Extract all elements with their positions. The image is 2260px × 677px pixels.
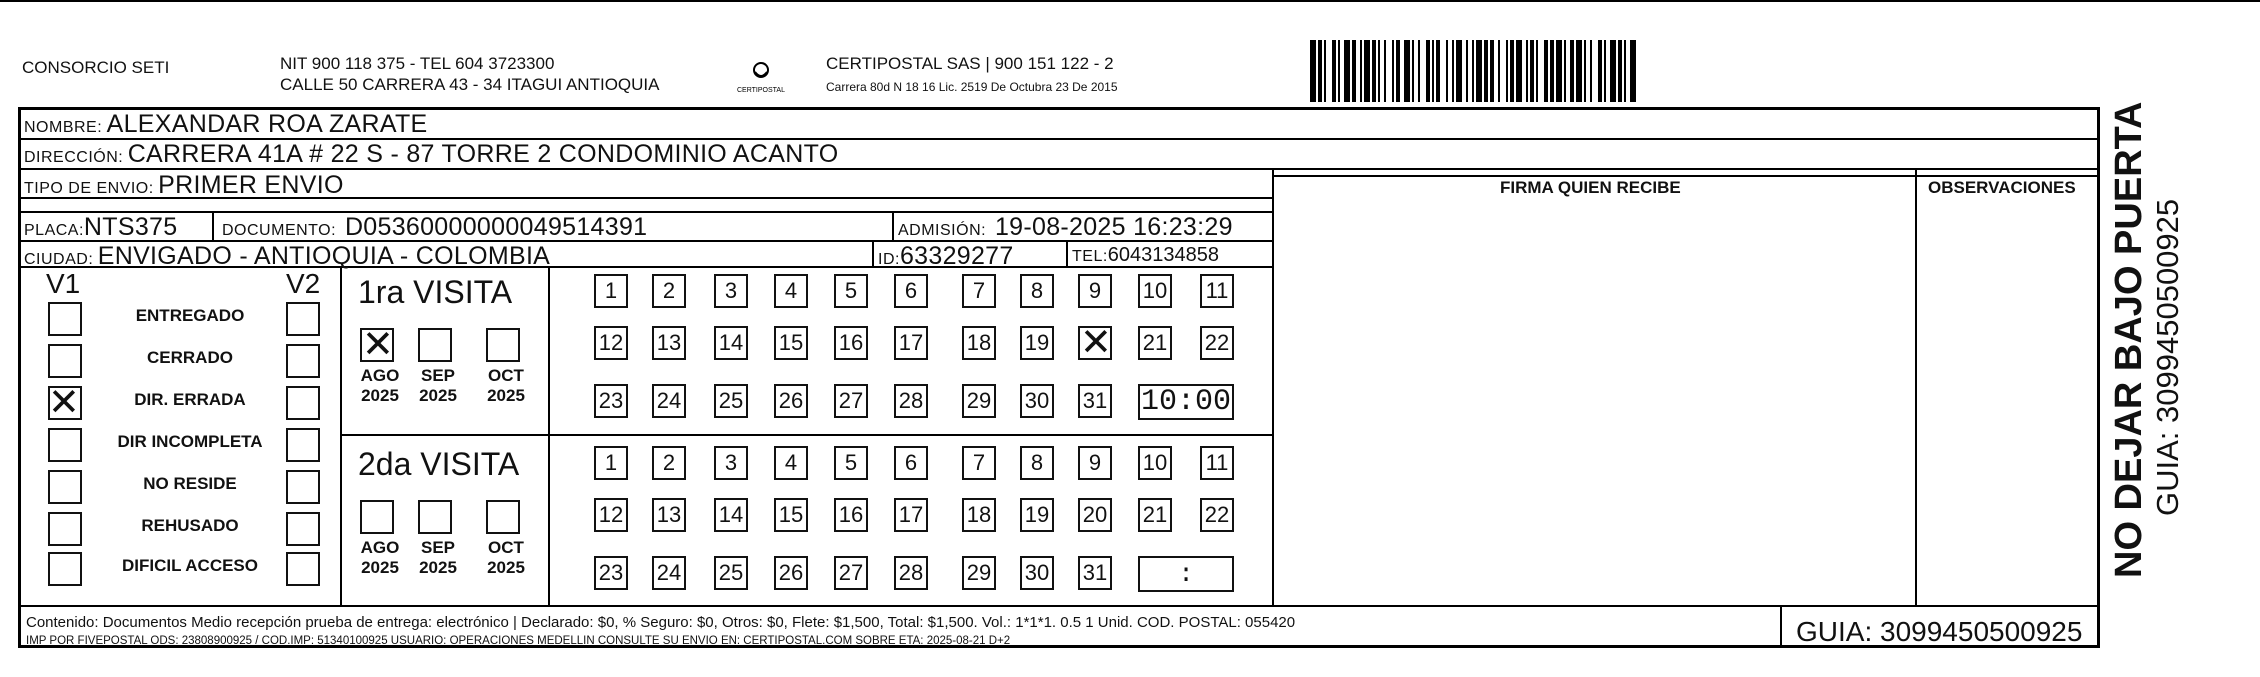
day-box: 13 bbox=[652, 326, 686, 360]
time-box: 10:00 bbox=[1138, 384, 1234, 420]
day-box: 27 bbox=[834, 556, 868, 590]
plate-value: NTS375 bbox=[83, 213, 178, 241]
month-label: AGO bbox=[360, 366, 400, 385]
v1-label: V1 bbox=[46, 268, 81, 299]
tel-value: 6043134858 bbox=[1107, 244, 1220, 266]
document-label: DOCUMENTO: bbox=[222, 222, 337, 239]
name-label: NOMBRE: bbox=[24, 119, 103, 136]
v2-checkbox bbox=[286, 470, 320, 504]
month-label: SEP bbox=[420, 366, 456, 385]
v1-checkbox bbox=[48, 552, 82, 586]
month-label: SEP bbox=[420, 538, 456, 557]
day-box: 5 bbox=[834, 274, 868, 308]
admission-value: 19-08-2025 16:23:29 bbox=[994, 213, 1233, 241]
month-year: 2025 bbox=[419, 386, 457, 405]
day-check-mark: ✕ bbox=[1080, 322, 1112, 364]
shipping-type-label: TIPO DE ENVIO: bbox=[24, 180, 154, 197]
v1-checkbox bbox=[48, 512, 82, 546]
day-box: 22 bbox=[1200, 498, 1234, 532]
print-line: IMP POR FIVEPOSTAL ODS: 23808900925 / COD.IMP: 51340100925 USUARIO: OPERACIONES MEDELLIN CONSULTE SU ENVIO EN: CERTIPOSTAL.COM SOBRE ETA: 2025-08-21 D+2 bbox=[26, 635, 1011, 647]
barcode-bar bbox=[1636, 40, 1638, 102]
plate-row bbox=[24, 213, 177, 242]
month-checkbox bbox=[360, 500, 394, 534]
month-label: AGO bbox=[360, 538, 400, 557]
day-box: 4 bbox=[774, 274, 808, 308]
day-box: 7 bbox=[962, 446, 996, 480]
grid-line bbox=[1066, 240, 1068, 267]
day-box: 22 bbox=[1200, 326, 1234, 360]
day-box: 7 bbox=[962, 274, 996, 308]
v2-checkbox bbox=[286, 428, 320, 462]
document-value: D05360000000049514391 bbox=[344, 213, 648, 241]
grid-line bbox=[1780, 605, 1782, 646]
month-checkbox bbox=[486, 328, 520, 362]
footer-guia: GUIA: 3099450500925 bbox=[1796, 616, 2083, 647]
address-line: CALLE 50 CARRERA 43 - 34 ITAGUI ANTIOQUIA bbox=[280, 75, 660, 94]
day-box: 1 bbox=[594, 274, 628, 308]
v1-check-mark: ✕ bbox=[48, 382, 80, 424]
day-box: 13 bbox=[652, 498, 686, 532]
day-box: 16 bbox=[834, 498, 868, 532]
grid-line bbox=[892, 211, 894, 241]
side-notice-text: NO DEJAR BAJO PUERTA bbox=[2108, 101, 2150, 578]
nit-line: NIT 900 118 375 - TEL 604 3723300 bbox=[280, 54, 555, 73]
v2-label: V2 bbox=[286, 268, 321, 299]
logo-icon bbox=[735, 60, 787, 96]
day-box: 8 bbox=[1020, 446, 1054, 480]
day-box: 11 bbox=[1200, 446, 1234, 480]
day-box: 26 bbox=[774, 556, 808, 590]
grid-line bbox=[1272, 169, 1274, 606]
name-row bbox=[24, 110, 428, 139]
visit1-title: 1ra VISITA bbox=[358, 274, 513, 310]
day-box: 15 bbox=[774, 326, 808, 360]
shipping-type-row bbox=[24, 171, 344, 200]
month-year: 2025 bbox=[487, 386, 525, 405]
admission-label: ADMISIÓN: bbox=[898, 222, 987, 239]
v1-checkbox bbox=[48, 302, 82, 336]
grid-line bbox=[340, 267, 342, 606]
tel-label: TEL: bbox=[1072, 248, 1108, 265]
day-box: 11 bbox=[1200, 274, 1234, 308]
status-option-label: REHUSADO bbox=[141, 516, 239, 535]
day-box: 2 bbox=[652, 274, 686, 308]
barcode bbox=[1310, 40, 1900, 102]
day-box: 15 bbox=[774, 498, 808, 532]
day-box: 30 bbox=[1020, 384, 1054, 418]
address-label: DIRECCIÓN: bbox=[24, 149, 124, 166]
day-box: 19 bbox=[1020, 326, 1054, 360]
carrier-license: Carrera 80d N 18 16 Lic. 2519 De Octubra 23 De 2015 bbox=[826, 80, 1118, 94]
day-box: 29 bbox=[962, 384, 996, 418]
day-box: 2 bbox=[652, 446, 686, 480]
status-option-label: DIFICIL ACCESO bbox=[121, 556, 258, 575]
day-box: 12 bbox=[594, 326, 628, 360]
day-box: 23 bbox=[594, 556, 628, 590]
day-box: 16 bbox=[834, 326, 868, 360]
month-checkbox bbox=[486, 500, 520, 534]
day-box: 26 bbox=[774, 384, 808, 418]
city-row bbox=[24, 242, 550, 271]
day-box: 18 bbox=[962, 498, 996, 532]
v2-checkbox bbox=[286, 552, 320, 586]
grid-line bbox=[340, 434, 1273, 436]
side-guia-text: GUIA: 3099450500925 bbox=[2150, 198, 2185, 516]
day-box: 23 bbox=[594, 384, 628, 418]
grid-line bbox=[1272, 175, 2098, 177]
document-row bbox=[222, 213, 647, 242]
month-year: 2025 bbox=[419, 558, 457, 577]
day-box: 28 bbox=[894, 384, 928, 418]
grid-line bbox=[212, 211, 214, 241]
status-option-label: DIR INCOMPLETA bbox=[117, 432, 263, 451]
day-box: 29 bbox=[962, 556, 996, 590]
city-label: CIUDAD: bbox=[24, 251, 94, 268]
day-box: 21 bbox=[1138, 498, 1172, 532]
day-box: 12 bbox=[594, 498, 628, 532]
grid-line bbox=[18, 605, 2098, 607]
month-checkbox bbox=[418, 500, 452, 534]
id-label: ID: bbox=[878, 251, 900, 268]
day-box: 10 bbox=[1138, 274, 1172, 308]
day-box: 21 bbox=[1138, 326, 1172, 360]
day-box: 14 bbox=[714, 326, 748, 360]
day-box: 31 bbox=[1078, 384, 1112, 418]
top-border bbox=[0, 0, 2260, 2]
month-year: 2025 bbox=[487, 558, 525, 577]
day-box: 5 bbox=[834, 446, 868, 480]
month-checkbox bbox=[418, 328, 452, 362]
day-box: 3 bbox=[714, 274, 748, 308]
day-box: 6 bbox=[894, 446, 928, 480]
grid-line bbox=[2097, 107, 2100, 648]
day-box: 25 bbox=[714, 556, 748, 590]
carrier-line: CERTIPOSTAL SAS | 900 151 122 - 2 bbox=[826, 54, 1114, 73]
grid-line bbox=[1915, 169, 1917, 606]
certipostal-logo bbox=[735, 60, 787, 96]
grid-line bbox=[872, 240, 874, 267]
day-box: 18 bbox=[962, 326, 996, 360]
day-box: 17 bbox=[894, 498, 928, 532]
id-row bbox=[878, 242, 1014, 271]
status-option-label: DIR. ERRADA bbox=[134, 390, 246, 409]
admission-row bbox=[898, 213, 1233, 242]
city-value: ENVIGADO - ANTIOQUIA - COLOMBIA bbox=[97, 242, 551, 270]
day-box: 30 bbox=[1020, 556, 1054, 590]
name-value: ALEXANDAR ROA ZARATE bbox=[106, 110, 428, 138]
month-year: 2025 bbox=[361, 386, 399, 405]
day-box: 28 bbox=[894, 556, 928, 590]
svg-text:CERTIPOSTAL: CERTIPOSTAL bbox=[737, 87, 785, 94]
status-option-label: NO RESIDE bbox=[143, 474, 237, 493]
day-box: 24 bbox=[652, 556, 686, 590]
address-row bbox=[24, 140, 838, 169]
tel-row bbox=[1072, 244, 1219, 267]
v1-checkbox bbox=[48, 428, 82, 462]
day-box: 1 bbox=[594, 446, 628, 480]
grid-line bbox=[548, 267, 550, 606]
day-box: 24 bbox=[652, 384, 686, 418]
v2-checkbox bbox=[286, 344, 320, 378]
v2-checkbox bbox=[286, 512, 320, 546]
month-label: OCT bbox=[488, 366, 524, 385]
v1-checkbox bbox=[48, 470, 82, 504]
day-box: 31 bbox=[1078, 556, 1112, 590]
day-box: 8 bbox=[1020, 274, 1054, 308]
visit2-title: 2da VISITA bbox=[358, 446, 520, 482]
day-box: 27 bbox=[834, 384, 868, 418]
v2-checkbox bbox=[286, 386, 320, 420]
day-box: 10 bbox=[1138, 446, 1172, 480]
day-box: 3 bbox=[714, 446, 748, 480]
month-label: OCT bbox=[488, 538, 524, 557]
time-box: : bbox=[1138, 556, 1234, 592]
day-box: 9 bbox=[1078, 274, 1112, 308]
month-year: 2025 bbox=[361, 558, 399, 577]
signature-header: FIRMA QUIEN RECIBE bbox=[1500, 178, 1681, 197]
company-name: CONSORCIO SETI bbox=[22, 58, 170, 77]
shipping-type-value: PRIMER ENVIO bbox=[158, 171, 344, 199]
day-box: 14 bbox=[714, 498, 748, 532]
status-option-label: ENTREGADO bbox=[135, 306, 245, 325]
day-box: 6 bbox=[894, 274, 928, 308]
observations-header: OBSERVACIONES bbox=[1928, 178, 2076, 197]
status-option-label: CERRADO bbox=[147, 348, 233, 367]
day-box: 9 bbox=[1078, 446, 1112, 480]
address-value: CARRERA 41A # 22 S - 87 TORRE 2 CONDOMINIO ACANTO bbox=[127, 140, 839, 168]
id-value: 63329277 bbox=[899, 242, 1014, 270]
grid-line bbox=[18, 107, 21, 648]
plate-label: PLACA: bbox=[24, 222, 84, 239]
day-box: 17 bbox=[894, 326, 928, 360]
v1-checkbox bbox=[48, 344, 82, 378]
day-box: 20 bbox=[1078, 498, 1112, 532]
day-box: 25 bbox=[714, 384, 748, 418]
v2-checkbox bbox=[286, 302, 320, 336]
day-box: 19 bbox=[1020, 498, 1054, 532]
month-check-mark: ✕ bbox=[362, 324, 394, 366]
day-box: 4 bbox=[774, 446, 808, 480]
contents-line: Contenido: Documentos Medio recepción prueba de entrega: electrónico | Declarado: $0, % Seguro: $0, Otros: $0, Flete: $1,500, Total: $1,500. Vol.: 1*1*1. 0.5 1 Unid. COD. POSTAL: 055420 bbox=[26, 614, 1296, 631]
